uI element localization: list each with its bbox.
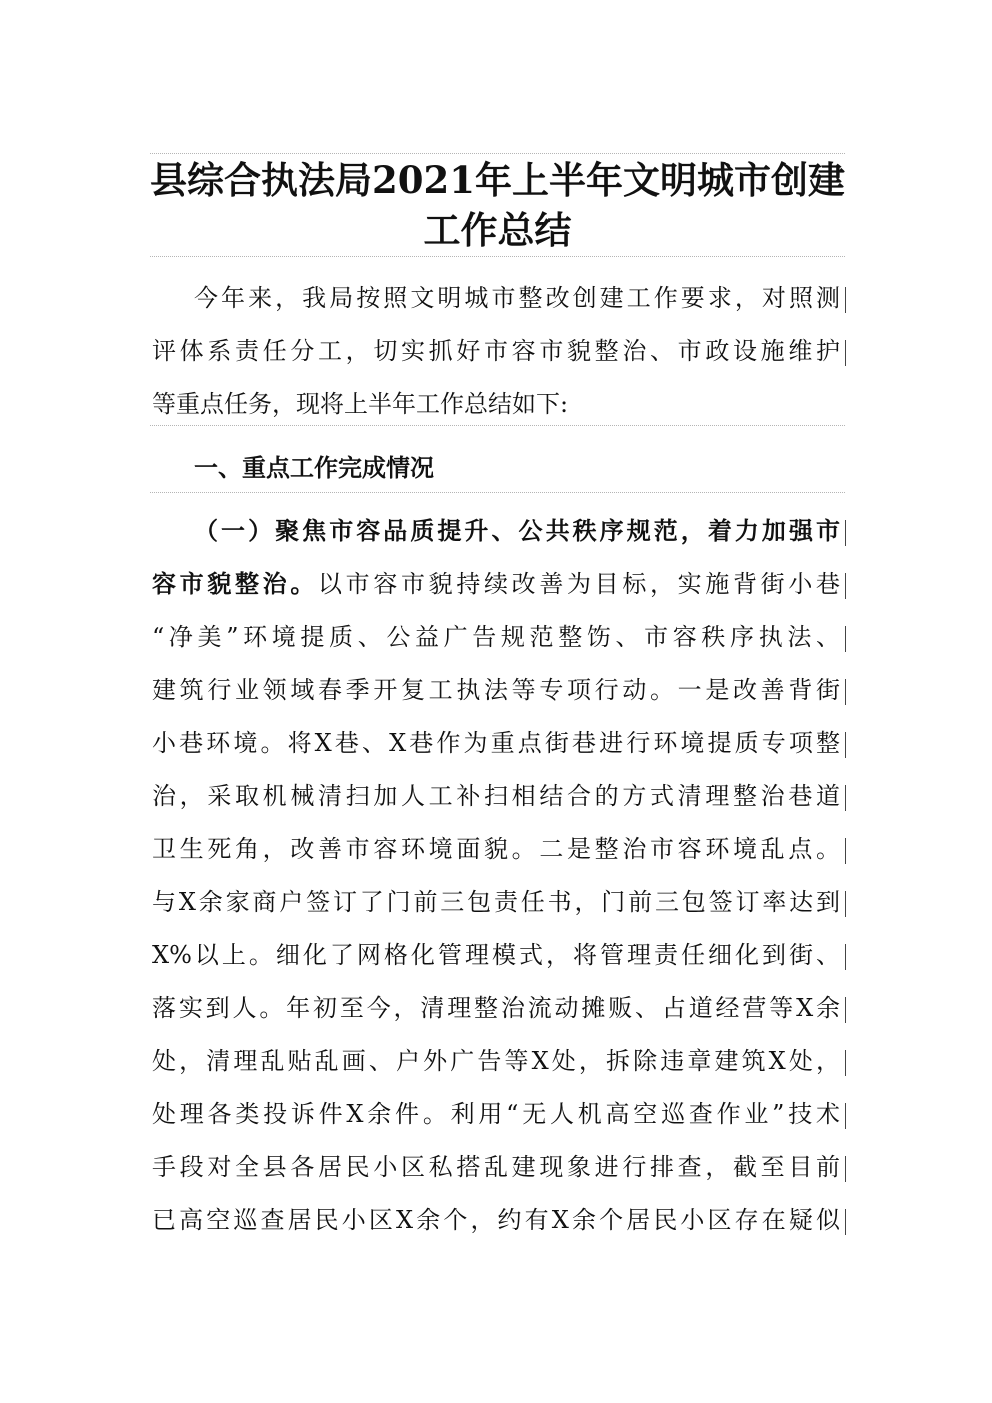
margin-mark: [845, 573, 846, 599]
margin-mark: [845, 1050, 846, 1076]
margin-mark: [845, 626, 846, 652]
heading-guide-line: [150, 492, 845, 493]
body-line: 与X余家商户签订了门前三包责任书，门前三包签订率达到: [152, 888, 840, 916]
body-line: 手段对全县各居民小区私搭乱建现象进行排查，截至目前: [152, 1153, 840, 1181]
subsection-line-2: [152, 560, 840, 608]
margin-mark: [845, 1209, 846, 1235]
margin-mark: [845, 838, 846, 864]
body-line: 建筑行业领域春季开复工执法等专项行动。一是改善背街: [152, 676, 840, 704]
margin-mark: [845, 997, 846, 1023]
body-line: “净美”环境提质、公益广告规范整饬、市容秩序执法、: [152, 623, 840, 651]
body-line: 卫生死角，改善市容环境面貌。二是整治市容环境乱点。: [152, 835, 840, 863]
document-title-line-1: 县综合执法局2021年上半年文明城市创建: [150, 158, 845, 202]
subsection-line-2-text: 以市容市貌持续改善为目标，实施背街小巷: [318, 570, 840, 598]
margin-mark: [845, 785, 846, 811]
title-guide-line: [150, 256, 845, 257]
body-line: 处，清理乱贴乱画、户外广告等X处，拆除违章建筑X处，: [152, 1047, 840, 1075]
margin-mark: [845, 1103, 846, 1129]
margin-mark: [845, 732, 846, 758]
body-line: X%以上。细化了网格化管理模式，将管理责任细化到街、: [152, 941, 840, 969]
margin-mark: [845, 340, 846, 366]
margin-mark: [845, 1156, 846, 1182]
body-line: 小巷环境。将X巷、X巷作为重点街巷进行环境提质专项整: [152, 729, 840, 757]
section-heading: 一、重点工作完成情况: [194, 453, 434, 482]
document-title-line-2: 工作总结: [423, 208, 572, 252]
margin-mark: [845, 679, 846, 705]
subsection-heading-end: 容市貌整治。: [152, 569, 318, 598]
margin-mark: [845, 520, 846, 546]
body-line: 治，采取机械清扫加人工补扫相结合的方式清理整治巷道: [152, 782, 840, 810]
body-line: 已高空巡查居民小区X余个，约有X余个居民小区存在疑似: [152, 1206, 840, 1234]
intro-line-1: 今年来，我局按照文明城市整改创建工作要求，对照测: [194, 284, 840, 312]
body-line: 落实到人。年初至今，清理整治流动摊贩、占道经营等X余: [152, 994, 840, 1022]
top-guide-line: [150, 153, 845, 154]
margin-mark: [845, 287, 846, 313]
margin-mark: [845, 944, 846, 970]
intro-line-2: 评体系责任分工，切实抓好市容市貌整治、市政设施维护: [152, 337, 840, 365]
subsection-heading-line-1: （一）聚焦市容品质提升、公共秩序规范，着力加强市: [194, 516, 840, 545]
intro-line-3: 等重点任务，现将上半年工作总结如下:: [152, 390, 569, 418]
body-line: 处理各类投诉件X余件。利用“无人机高空巡查作业”技术: [152, 1100, 840, 1128]
margin-mark: [845, 891, 846, 917]
